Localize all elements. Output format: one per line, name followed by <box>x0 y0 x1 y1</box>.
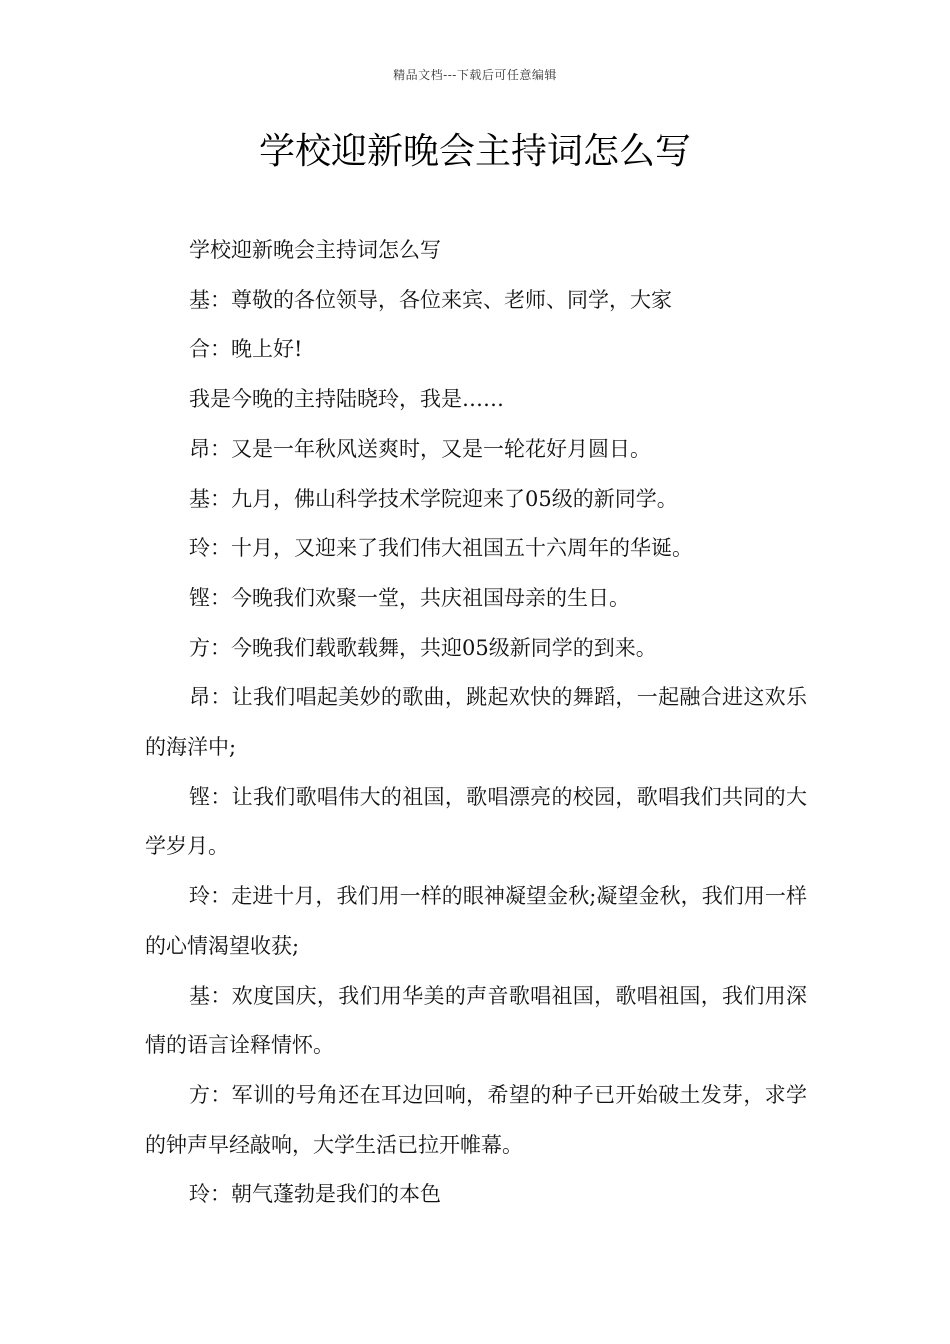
paragraph: 玲：十月，又迎来了我们伟大祖国五十六周年的华诞。 <box>189 536 693 561</box>
paragraph: 方：军训的号角还在耳边回响，希望的种子已开始破土发芽，求学的钟声早经敲响，大学生活已拉开帷幕。 <box>145 1082 807 1157</box>
paragraph: 方：今晚我们载歌载舞，共迎05级新同学的到来。 <box>189 635 657 660</box>
paragraph: 铿：今晚我们欢聚一堂，共庆祖国母亲的生日。 <box>189 585 630 610</box>
paragraph: 基：欢度国庆，我们用华美的声音歌唱祖国，歌唱祖国，我们用深情的语言诠释情怀。 <box>145 983 807 1058</box>
header-note: 精品文档---下载后可任意编辑 <box>393 68 557 82</box>
paragraph: 玲：朝气蓬勃是我们的本色 <box>189 1182 441 1207</box>
document-body <box>145 226 807 1220</box>
paragraph: 学校迎新晚会主持词怎么写 <box>189 238 441 262</box>
paragraph: 基：尊敬的各位领导，各位来宾、老师、同学，大家 <box>189 287 672 312</box>
document-title: 学校迎新晚会主持词怎么写 <box>258 131 691 172</box>
paragraph: 玲：走进十月，我们用一样的眼神凝望金秋;凝望金秋，我们用一样的心情渴望收获; <box>145 884 807 958</box>
paragraph: 铿：让我们歌唱伟大的祖国，歌唱漂亮的校园，歌唱我们共同的大学岁月。 <box>145 784 807 859</box>
paragraph: 合：晚上好! <box>189 337 303 362</box>
paragraph: 基：九月，佛山科学技术学院迎来了05级的新同学。 <box>189 486 678 511</box>
paragraph: 我是今晚的主持陆晓玲，我是…… <box>189 387 504 412</box>
paragraph: 昂：又是一年秋风送爽时，又是一轮花好月圆日。 <box>189 436 651 461</box>
paragraph: 昂：让我们唱起美妙的歌曲，跳起欢快的舞蹈，一起融合进这欢乐的海洋中; <box>145 685 807 760</box>
